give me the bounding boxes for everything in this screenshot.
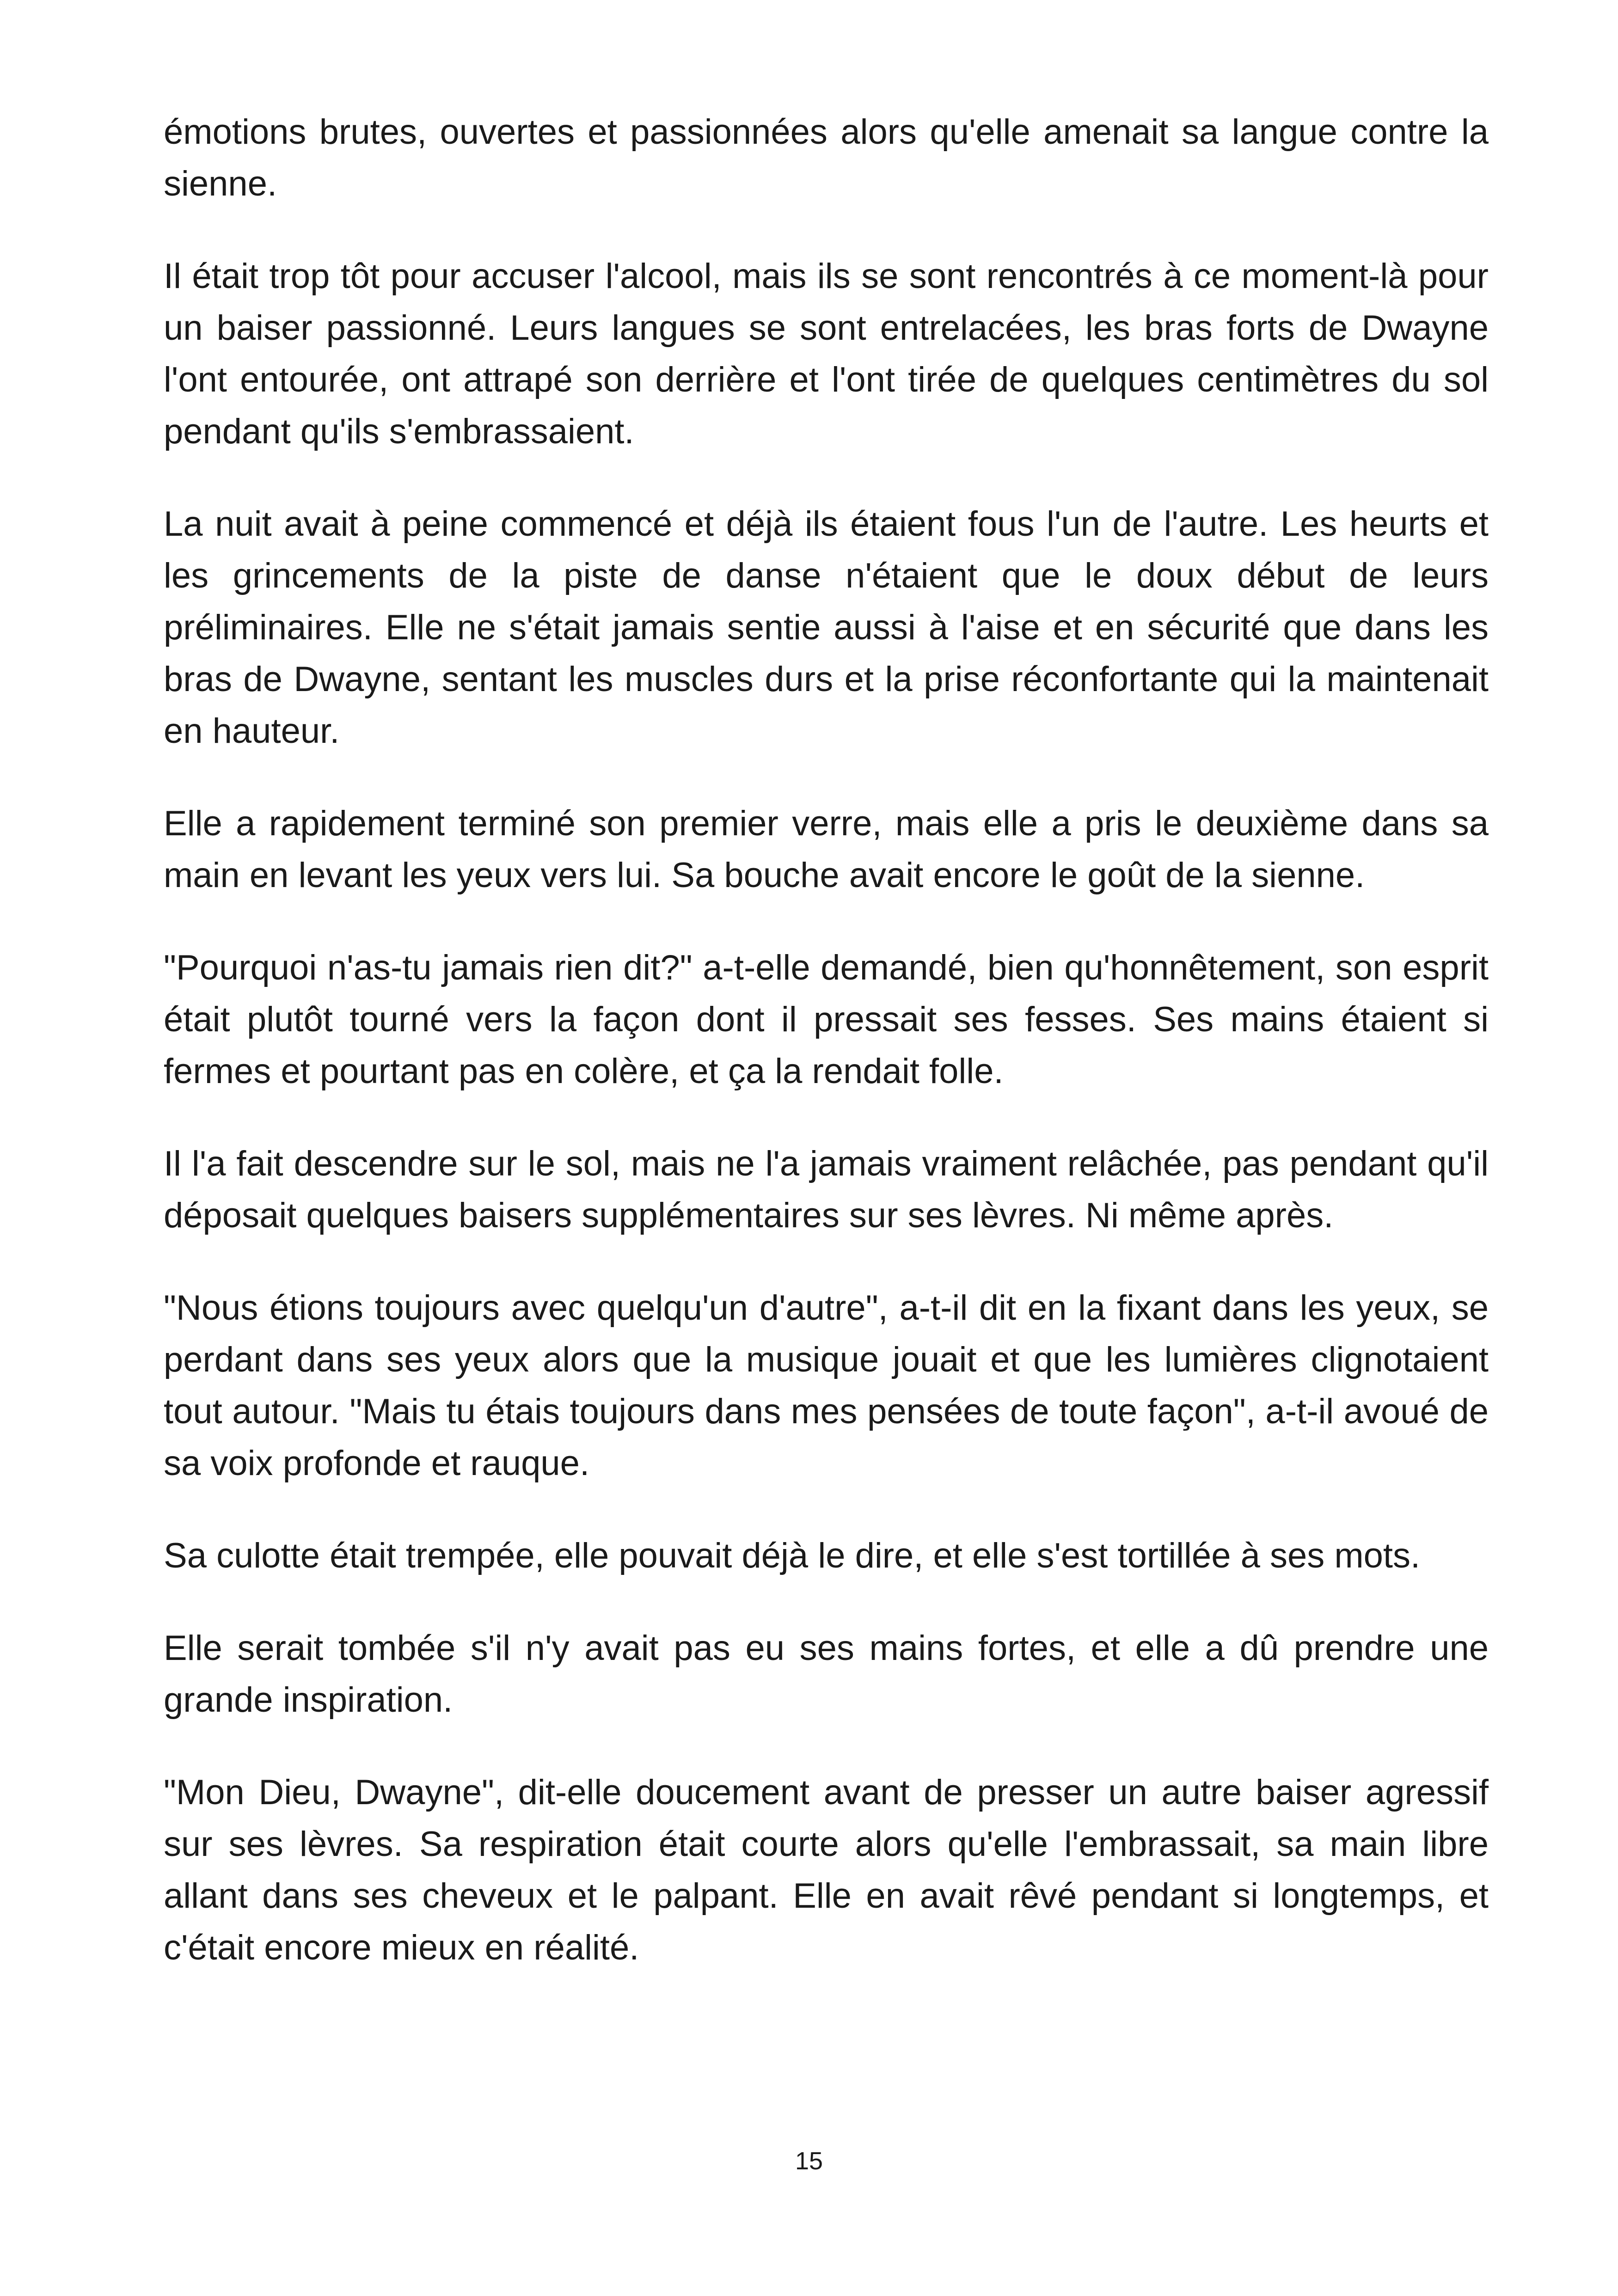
paragraph: "Nous étions toujours avec quelqu'un d'autre", a-t-il dit en la fixant dans les yeux, se perdant dans ses yeux alors que la musique jouait et que les lumières clignotaient tout autour. "Mais tu étais toujours dans mes pensées de toute façon", a-t-il avoué de sa voix profonde et rauque. xyxy=(164,1288,1489,1483)
paragraph: La nuit avait à peine commencé et déjà ils étaient fous l'un de l'autre. Les heurts et les grincements de la piste de danse n'étaient que le doux début de leurs préliminaires. Elle ne s'était jamais sentie aussi à l'aise et en sécurité que dans les bras de Dwayne, sentant les muscles durs et la prise réconfortante qui la maintenait en hauteur. xyxy=(164,504,1489,751)
paragraph: "Pourquoi n'as-tu jamais rien dit?" a-t-elle demandé, bien qu'honnêtement, son esprit était plutôt tourné vers la façon dont il pressait ses fesses. Ses mains étaient si fermes et pourtant pas en colère, et ça la rendait folle. xyxy=(164,948,1489,1091)
paragraph: Il était trop tôt pour accuser l'alcool, mais ils se sont rencontrés à ce moment-là pour un baiser passionné. Leurs langues se sont entrelacées, les bras forts de Dwayne l'ont entourée, ont attrapé son derrière et l'ont tirée de quelques centimètres du sol pendant qu'ils s'embrassaient. xyxy=(164,257,1489,451)
paragraph: Elle serait tombée s'il n'y avait pas eu ses mains fortes, et elle a dû prendre une grande inspiration. xyxy=(164,1629,1489,1720)
body-text xyxy=(164,106,1489,1974)
page-number: 15 xyxy=(795,2147,823,2175)
paragraph: Sa culotte était trempée, elle pouvait déjà le dire, et elle s'est tortillée à ses mots. xyxy=(164,1536,1421,1575)
paragraph: "Mon Dieu, Dwayne", dit-elle doucement avant de presser un autre baiser agressif sur ses lèvres. Sa respiration était courte alors qu'elle l'embrassait, sa main libre allant dans ses cheveux et le palpant. Elle en avait rêvé pendant si longtemps, et c'était encore mieux en réalité. xyxy=(164,1773,1489,1967)
paragraph: émotions brutes, ouvertes et passionnées alors qu'elle amenait sa langue contre la sienne. xyxy=(164,112,1489,203)
paragraph: Elle a rapidement terminé son premier verre, mais elle a pris le deuxième dans sa main en levant les yeux vers lui. Sa bouche avait encore le goût de la sienne. xyxy=(164,804,1489,895)
paragraph: Il l'a fait descendre sur le sol, mais ne l'a jamais vraiment relâchée, pas pendant qu'il déposait quelques baisers supplémentaires sur ses lèvres. Ni même après. xyxy=(164,1144,1489,1235)
